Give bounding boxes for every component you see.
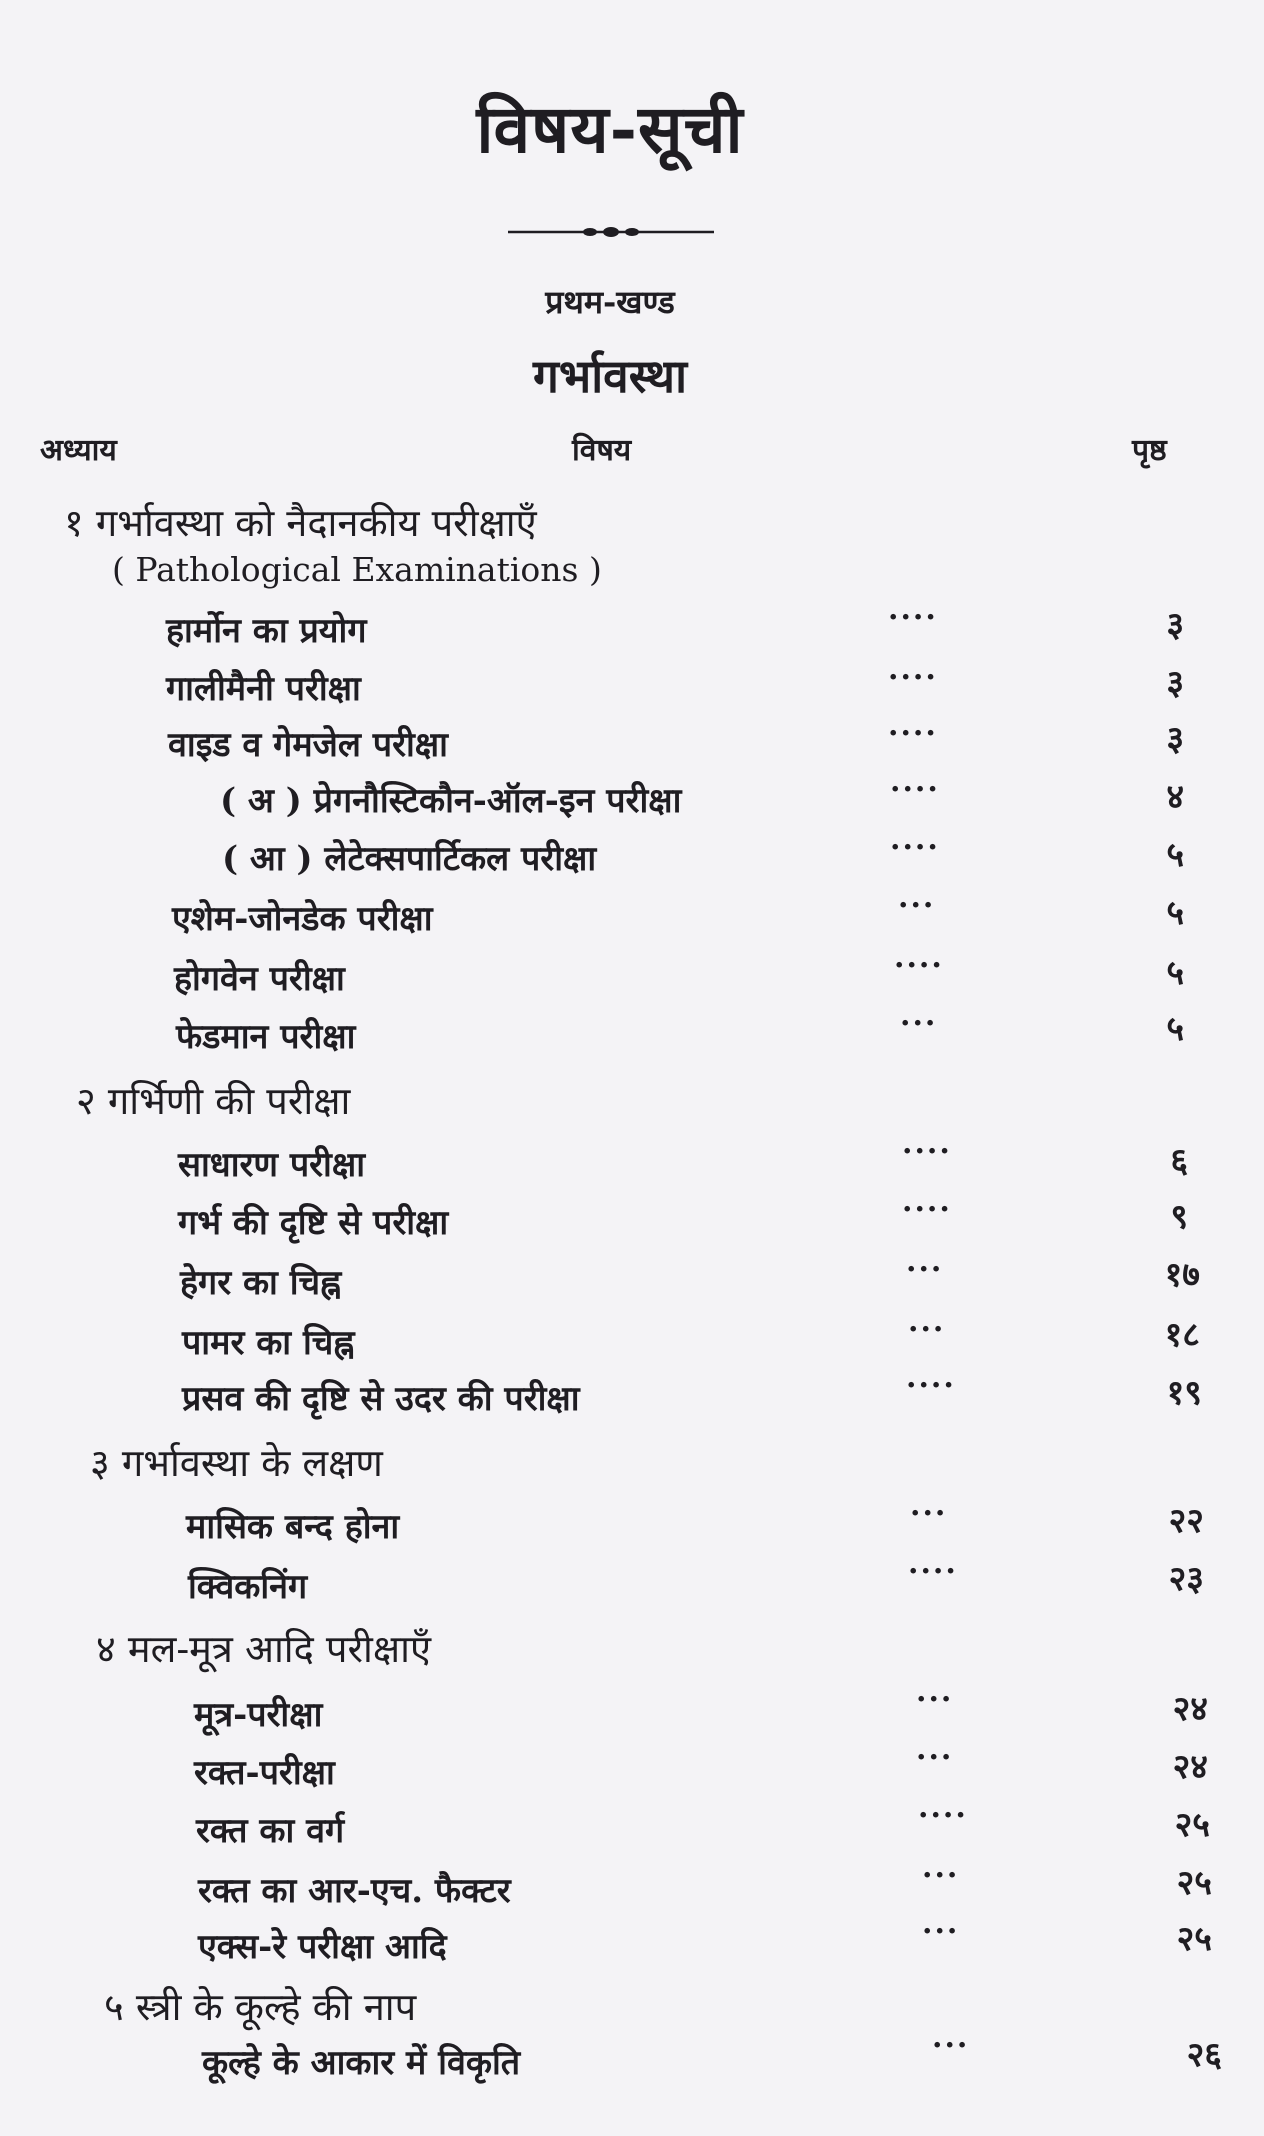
- leader-dots: ....: [890, 764, 940, 799]
- toc-entry-label: ( आ ) लेटेक्सपार्टिकल परीक्षा: [222, 839, 597, 879]
- ornament-divider-icon: [508, 222, 714, 242]
- section-label: प्रथम-खण्ड: [545, 283, 675, 321]
- toc-entry-label: रक्त-परीक्षा: [194, 1753, 335, 1793]
- page-number: २६: [1186, 2035, 1222, 2075]
- page-number: १७: [1164, 1255, 1200, 1295]
- leader-dots: ...: [922, 1850, 960, 1885]
- page-number: १८: [1164, 1315, 1200, 1355]
- leader-dots: ....: [894, 940, 944, 975]
- chapter-heading: १ गर्भावस्था को नैदानकीय परीक्षाएँ: [64, 501, 537, 545]
- toc-entry-label: गालीमैनी परीक्षा: [166, 669, 361, 709]
- page-number: १९: [1166, 1373, 1202, 1413]
- page-number: २५: [1176, 1919, 1212, 1959]
- toc-entry-label: हेगर का चिह्न: [180, 1263, 342, 1303]
- page-number: ३: [1166, 605, 1184, 645]
- page-number: ५: [1166, 835, 1184, 875]
- toc-entry-label: एशेम-जोनडेक परीक्षा: [172, 899, 433, 939]
- toc-entry-label: गर्भ की दृष्टि से परीक्षा: [178, 1203, 449, 1243]
- toc-entry-label: फेडमान परीक्षा: [176, 1017, 356, 1057]
- toc-entry-label: होगवेन परीक्षा: [174, 959, 345, 999]
- chapter-heading: २ गर्भिणी की परीक्षा: [76, 1079, 351, 1123]
- page-number: ५: [1166, 1009, 1184, 1049]
- leader-dots: ....: [902, 1126, 952, 1161]
- page-title: विषय-सूची: [476, 90, 744, 168]
- toc-entry-label: हार्मोन का प्रयोग: [166, 611, 367, 651]
- page-number: ५: [1166, 953, 1184, 993]
- page-number: २२: [1168, 1501, 1204, 1541]
- toc-entry-label: प्रसव की दृष्टि से उदर की परीक्षा: [182, 1379, 580, 1419]
- chapter-subheading: ( Pathological Examinations ): [112, 550, 602, 589]
- toc-entry-label: कूल्हे के आकार में विकृति: [202, 2043, 521, 2083]
- page-number: ३: [1166, 663, 1184, 703]
- toc-entry-label: रक्त का वर्ग: [196, 1811, 345, 1851]
- toc-entry-label: साधारण परीक्षा: [178, 1145, 366, 1185]
- toc-entry-label: क्विकनिंग: [188, 1567, 308, 1607]
- leader-dots: ...: [932, 2020, 970, 2055]
- leader-dots: ...: [916, 1732, 954, 1767]
- column-header-subject: विषय: [572, 433, 632, 468]
- leader-dots: ....: [908, 1546, 958, 1581]
- page-number: २४: [1172, 1689, 1208, 1729]
- page-number: ५: [1166, 893, 1184, 933]
- leader-dots: ....: [888, 652, 938, 687]
- leader-dots: ....: [918, 1790, 968, 1825]
- column-header-chapter: अध्याय: [40, 433, 117, 468]
- toc-entry-label: वाइड व गेमजेल परीक्षा: [168, 725, 448, 765]
- page-number: २३: [1168, 1559, 1204, 1599]
- page-number: २४: [1172, 1747, 1208, 1787]
- leader-dots: ....: [906, 1360, 956, 1395]
- toc-entry-label: मासिक बन्द होना: [186, 1507, 400, 1547]
- leader-dots: ...: [922, 1906, 960, 1941]
- leader-dots: ...: [900, 998, 938, 1033]
- section-title: गर्भावस्था: [532, 349, 687, 403]
- page-number: ९: [1170, 1197, 1188, 1237]
- leader-dots: ....: [888, 592, 938, 627]
- column-header-page: पृष्ठ: [1132, 433, 1167, 468]
- toc-entry-label: पामर का चिह्न: [182, 1323, 355, 1363]
- leader-dots: ...: [898, 880, 936, 915]
- page-number: २५: [1176, 1863, 1212, 1903]
- toc-entry-label: एक्स-रे परीक्षा आदि: [198, 1927, 447, 1967]
- leader-dots: ...: [910, 1488, 948, 1523]
- page-number: ४: [1166, 777, 1184, 817]
- page-number: ३: [1166, 719, 1184, 759]
- leader-dots: ...: [908, 1304, 946, 1339]
- leader-dots: ....: [888, 708, 938, 743]
- page-number: ६: [1170, 1141, 1188, 1181]
- chapter-heading: ५ स्त्री के कूल्हे की नाप: [104, 1985, 417, 2029]
- chapter-heading: ३ गर्भावस्था के लक्षण: [90, 1441, 383, 1485]
- chapter-heading: ४ मल-मूत्र आदि परीक्षाएँ: [96, 1627, 431, 1671]
- leader-dots: ...: [906, 1244, 944, 1279]
- leader-dots: ....: [890, 822, 940, 857]
- toc-entry-label: ( अ ) प्रेगनौस्टिकौन-ऑल-इन परीक्षा: [220, 781, 682, 821]
- leader-dots: ...: [916, 1674, 954, 1709]
- page-number: २५: [1174, 1805, 1210, 1845]
- leader-dots: ....: [902, 1184, 952, 1219]
- toc-entry-label: मूत्र-परीक्षा: [194, 1695, 323, 1735]
- toc-entry-label: रक्त का आर-एच. फैक्टर: [198, 1871, 511, 1911]
